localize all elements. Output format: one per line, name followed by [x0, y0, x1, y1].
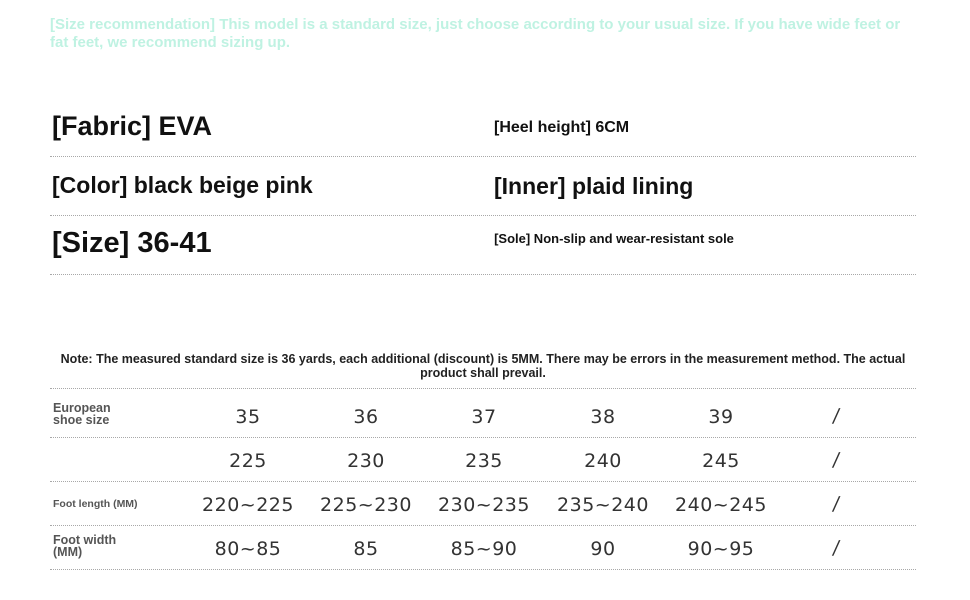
table-cell: 85~90: [450, 538, 518, 560]
size-spec: [Size] 36-41: [52, 227, 212, 259]
table-cell: /: [831, 449, 841, 471]
heel-height-spec: [Heel height] 6CM: [494, 119, 630, 136]
table-cell: 36: [353, 406, 379, 428]
table-cell: /: [831, 493, 841, 515]
table-row: [50, 482, 916, 526]
sole-spec: [Sole] Non-slip and wear-resistant sole: [494, 231, 734, 246]
table-cell: 230~235: [438, 494, 530, 516]
row-label: Foot length (MM): [53, 498, 138, 510]
table-row: [50, 394, 916, 438]
spec-grid: [50, 98, 916, 275]
table-cell: /: [831, 405, 841, 427]
table-row: [50, 438, 916, 482]
spec-row: [50, 98, 916, 157]
size-recommendation: [Size recommendation] This model is a standard size, just choose according to your usual size. If you have wide feet or fat feet, we recommend sizing up.: [50, 16, 901, 51]
table-cell: 38: [590, 406, 616, 428]
table-cell: 225~230: [320, 494, 412, 516]
table-cell: 85: [353, 538, 379, 560]
table-cell: 220~225: [202, 494, 294, 516]
row-label: European shoe size: [53, 401, 111, 427]
spec-row: [50, 157, 916, 216]
table-cell: /: [831, 537, 841, 559]
spec-row: [50, 216, 916, 275]
size-table: [50, 394, 916, 570]
fabric-spec: [Fabric] EVA: [52, 111, 213, 141]
color-spec: [Color] black beige pink: [52, 172, 313, 198]
table-cell: 225: [229, 450, 267, 472]
inner-spec: [Inner] plaid lining: [494, 173, 694, 199]
table-cell: 240: [584, 450, 622, 472]
measurement-note: Note: The measured standard size is 36 yards, each additional (discount) is 5MM. There may be errors in the measurement method. The actual product shall prevail.: [50, 352, 916, 389]
table-cell: 90: [590, 538, 616, 560]
table-cell: 35: [235, 406, 261, 428]
table-cell: 39: [708, 406, 734, 428]
table-cell: 80~85: [214, 538, 282, 560]
table-row: [50, 526, 916, 570]
table-cell: 37: [471, 406, 497, 428]
table-cell: 230: [347, 450, 385, 472]
table-cell: 245: [702, 450, 740, 472]
table-cell: 235: [465, 450, 503, 472]
table-cell: 90~95: [687, 538, 755, 560]
row-label: Foot width (MM): [53, 533, 117, 559]
table-cell: 240~245: [675, 494, 767, 516]
table-cell: 235~240: [557, 494, 649, 516]
